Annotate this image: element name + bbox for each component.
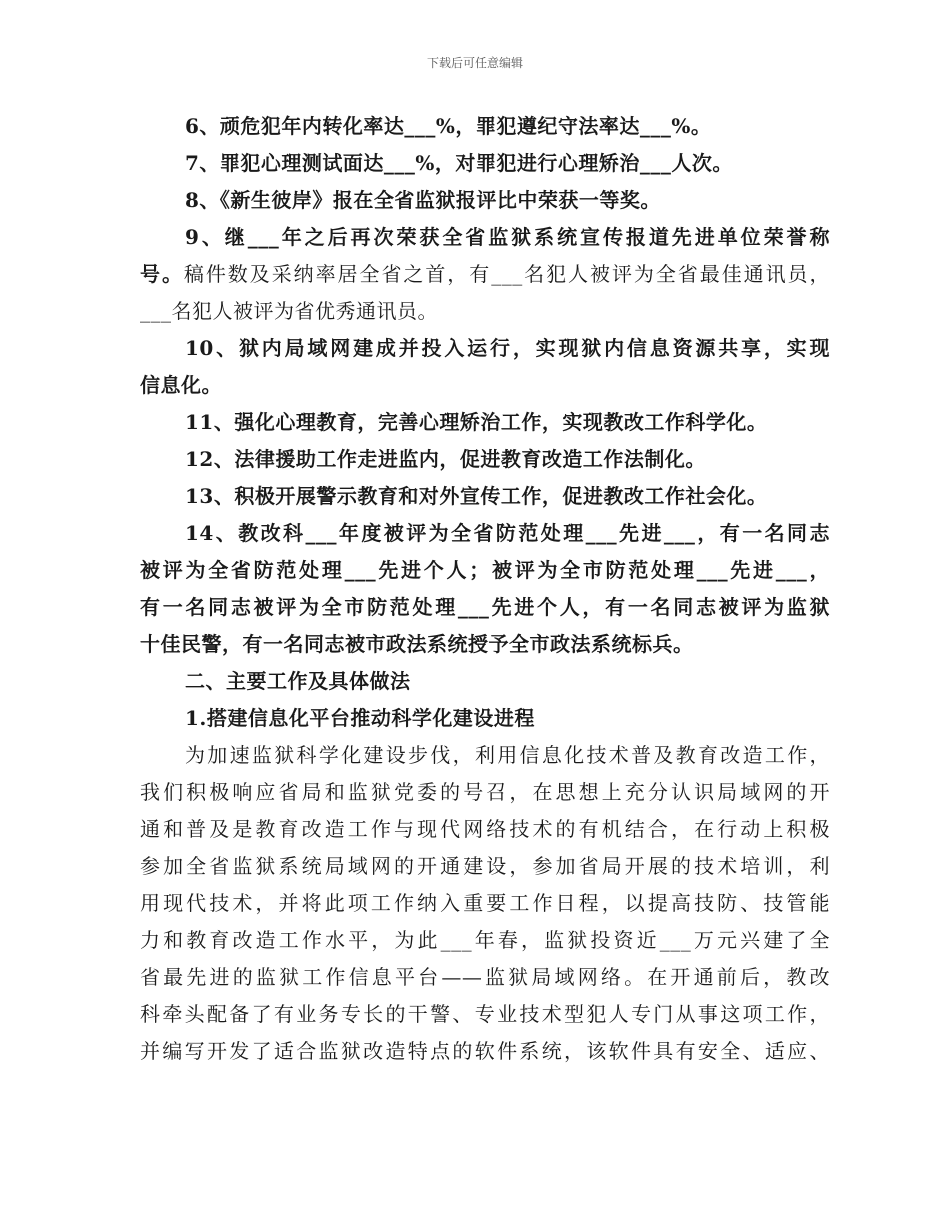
paragraph-line: 参加全省监狱系统局域网的开通建设，参加省局开展的技术培训，利 [140,854,830,878]
paragraph-line: 为加速监狱科学化建设步伐，利用信息化技术普及教育改造工作， [185,743,830,767]
paragraph-line: 6、顽危犯年内转化率达___%，罪犯遵纪守法率达___%。 [185,114,712,138]
paragraph-line: 用现代技术，并将此项工作纳入重要工作日程，以提高技防、技管能 [140,891,830,915]
section-heading: 二、主要工作及具体做法 [185,669,411,693]
paragraph-line: 科牵头配备了有业务专长的干警、专业技术型犯人专门从事这项工作， [140,1002,830,1026]
paragraph-line: 11、强化心理教育，完善心理矫治工作，实现教改工作科学化。 [185,410,768,434]
paragraph-line: 12、法律援助工作走进监内，促进教育改造工作法制化。 [185,447,706,471]
document-body [140,108,830,1070]
paragraph-line: 13、积极开展警示教育和对外宣传工作，促进教改工作社会化。 [185,484,768,508]
paragraph-line: 10、狱内局域网建成并投入运行，实现狱内信息资源共享，实现 [185,336,830,360]
subsection-heading: 1.搭建信息化平台推动科学化建设进程 [185,706,535,730]
paragraph-line: 8、《新生彼岸》报在全省监狱报评比中荣获一等奖。 [185,188,661,212]
paragraph-line: 省最先进的监狱工作信息平台——监狱局域网络。在开通前后，教改 [140,965,830,989]
paragraph-line: 我们积极响应省局和监狱党委的号召，在思想上充分认识局域网的开 [140,780,830,804]
paragraph-line: 并编写开发了适合监狱改造特点的软件系统，该软件具有安全、适应、 [140,1039,830,1063]
page-header: 下载后可任意编辑 [426,56,523,70]
paragraph-fragment: 稿件数及采纳率居全省之首，有___名犯人被评为全省最佳通讯员， [183,262,830,286]
paragraph-line [140,256,830,293]
paragraph-line: 14、教改科___年度被评为全省防范处理___先进___，有一名同志 [185,521,830,545]
paragraph-line: 7、罪犯心理测试面达___%，对罪犯进行心理矫治___人次。 [185,151,733,175]
paragraph-line: 力和教育改造工作水平，为此___年春，监狱投资近___万元兴建了全 [140,928,830,952]
paragraph-line: 9、继___年之后再次荣获全省监狱系统宣传报道先进单位荣誉称 [185,225,830,249]
paragraph-line: 信息化。 [140,373,222,397]
paragraph-line: 通和普及是教育改造工作与现代网络技术的有机结合，在行动上积极 [140,817,830,841]
paragraph-fragment: 号。 [140,262,184,286]
paragraph-line: 被评为全省防范处理___先进个人；被评为全市防范处理___先进___， [140,558,830,582]
paragraph-line: 有一名同志被评为全市防范处理___先进个人，有一名同志被评为监狱 [140,595,830,619]
paragraph-line: ___名犯人被评为省优秀通讯员。 [140,299,438,323]
paragraph-line: 十佳民警，有一名同志被市政法系统授予全市政法系统标兵。 [140,632,694,656]
